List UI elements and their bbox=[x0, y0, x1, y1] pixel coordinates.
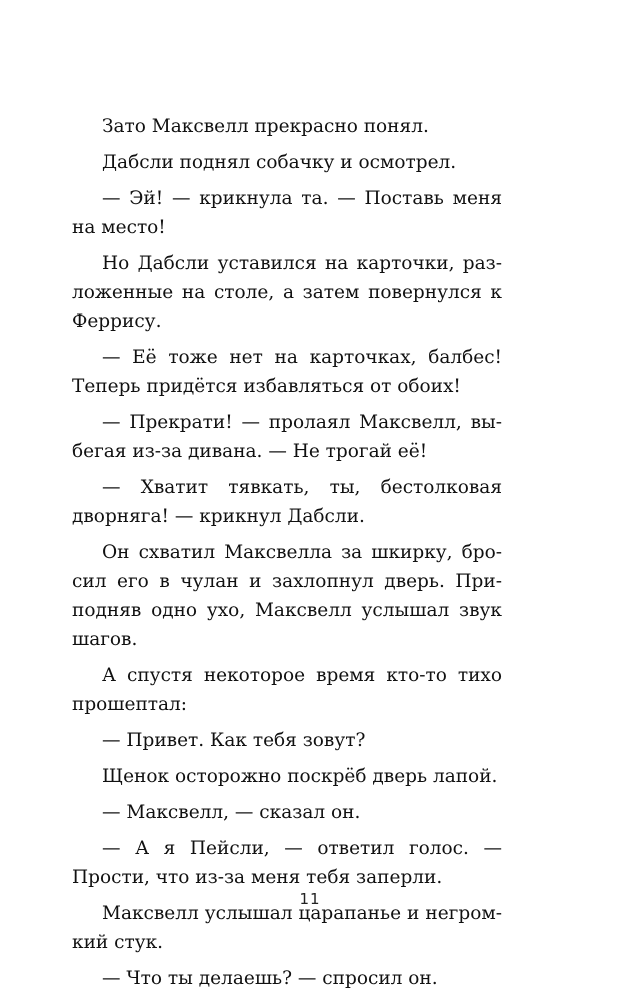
paragraph: Максвелл услышал царапанье и негромкий стук. bbox=[72, 903, 502, 953]
paragraph: — Хватит тявкать, ты, бестолковая дворняга! — крикнул Дабсли. bbox=[72, 477, 502, 527]
paragraph: — А я Пейсли, — ответил голос. — Прости, что из-за меня тебя заперли. bbox=[72, 838, 502, 888]
page-number: 11 bbox=[299, 890, 321, 908]
body-text bbox=[72, 112, 502, 993]
paragraph: — Что ты делаешь? — спросил он. bbox=[102, 968, 438, 989]
paragraph: Зато Максвелл прекрасно понял. bbox=[102, 116, 429, 137]
paragraph: А спустя некоторое время кто-то тихо прошептал: bbox=[72, 665, 502, 715]
paragraph: — Максвелл, — сказал он. bbox=[102, 802, 361, 823]
paragraph: Он схватил Максвелла за шкирку, бросил его в чулан и захлопнул дверь. Приподняв одно ухо, Максвелл услышал звук шагов. bbox=[72, 542, 502, 650]
paragraph: Дабсли поднял собачку и осмотрел. bbox=[102, 152, 457, 173]
paragraph: — Эй! — крикнула та. — Поставь меня на место! bbox=[72, 188, 502, 238]
paragraph: Но Дабсли уставился на карточки, разложенные на столе, а затем повернулся к Феррису. bbox=[72, 253, 502, 332]
paragraph: — Привет. Как тебя зовут? bbox=[102, 730, 366, 751]
paragraph: Щенок осторожно поскрёб дверь лапой. bbox=[102, 766, 498, 787]
paragraph: — Прекрати! — пролаял Максвелл, выбегая из-за дивана. — Не трогай её! bbox=[72, 412, 502, 462]
paragraph: — Её тоже нет на карточках, балбес! Теперь придётся избавляться от обоих! bbox=[72, 347, 502, 397]
